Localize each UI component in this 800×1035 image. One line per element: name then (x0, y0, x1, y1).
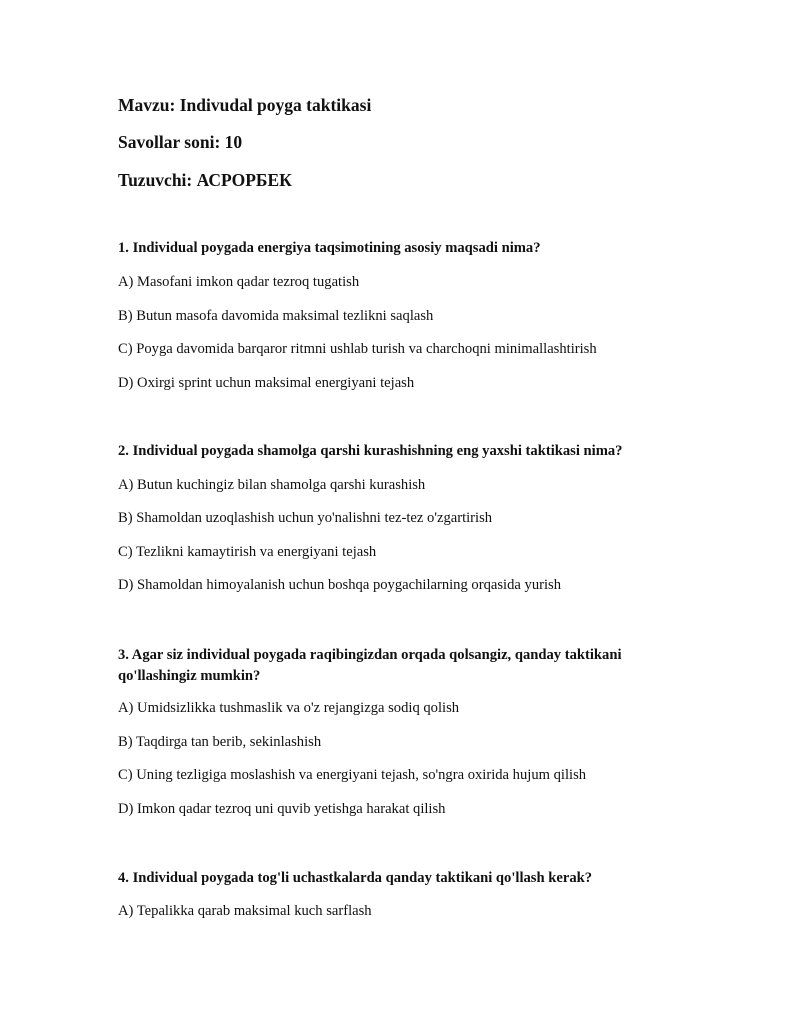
question-1-option-d: D) Oxirgi sprint uchun maksimal energiyani tejash (118, 375, 415, 391)
question-2-option-b: B) Shamoldan uzoqlashish uchun yo'nalishni tez-tez o'zgartirish (118, 510, 493, 526)
question-2: 2. Individual poygada shamolga qarshi kurashishning eng yaxshi taktikasi nima? (118, 443, 623, 459)
question-3-option-c: C) Uning tezligiga moslashish va energiyani tejash, so'ngra oxirida hujum qilish (118, 767, 587, 783)
topic-heading: Mavzu: Indivudal poyga taktikasi (118, 95, 372, 115)
question-3-option-a: A) Umidsizlikka tushmaslik va o'z rejangizga sodiq qolish (118, 700, 460, 716)
question-3: 3. Agar siz individual poygada raqibingizdan orqada qolsangiz, qanday taktikani qo'llashingiz mumkin? (118, 647, 622, 684)
question-1-option-b: B) Butun masofa davomida maksimal tezlikni saqlash (118, 308, 434, 324)
question-3-option-d: D) Imkon qadar tezroq uni quvib yetishga harakat qilish (118, 801, 446, 817)
question-2-option-a: A) Butun kuchingiz bilan shamolga qarshi kurashish (118, 477, 426, 493)
question-2-option-c: C) Tezlikni kamaytirish va energiyani tejash (118, 544, 377, 560)
question-2-option-d: D) Shamoldan himoyalanish uchun boshqa poygachilarning orqasida yurish (118, 577, 562, 593)
question-1-option-c: C) Poyga davomida barqaror ritmni ushlab turish va charchoqni minimallashtirish (118, 341, 597, 357)
question-1: 1. Individual poygada energiya taqsimotining asosiy maqsadi nima? (118, 240, 541, 256)
question-1-option-a: A) Masofani imkon qadar tezroq tugatish (118, 274, 360, 290)
question-count: Savollar soni: 10 (118, 132, 243, 152)
question-3-option-b: B) Taqdirga tan berib, sekinlashish (118, 734, 322, 750)
question-4: 4. Individual poygada tog'li uchastkalarda qanday taktikani qo'llash kerak? (118, 870, 593, 886)
author-line: Tuzuvchi: АСРОРБЕК (118, 170, 292, 190)
question-4-option-a: A) Tepalikka qarab maksimal kuch sarflash (118, 903, 372, 919)
